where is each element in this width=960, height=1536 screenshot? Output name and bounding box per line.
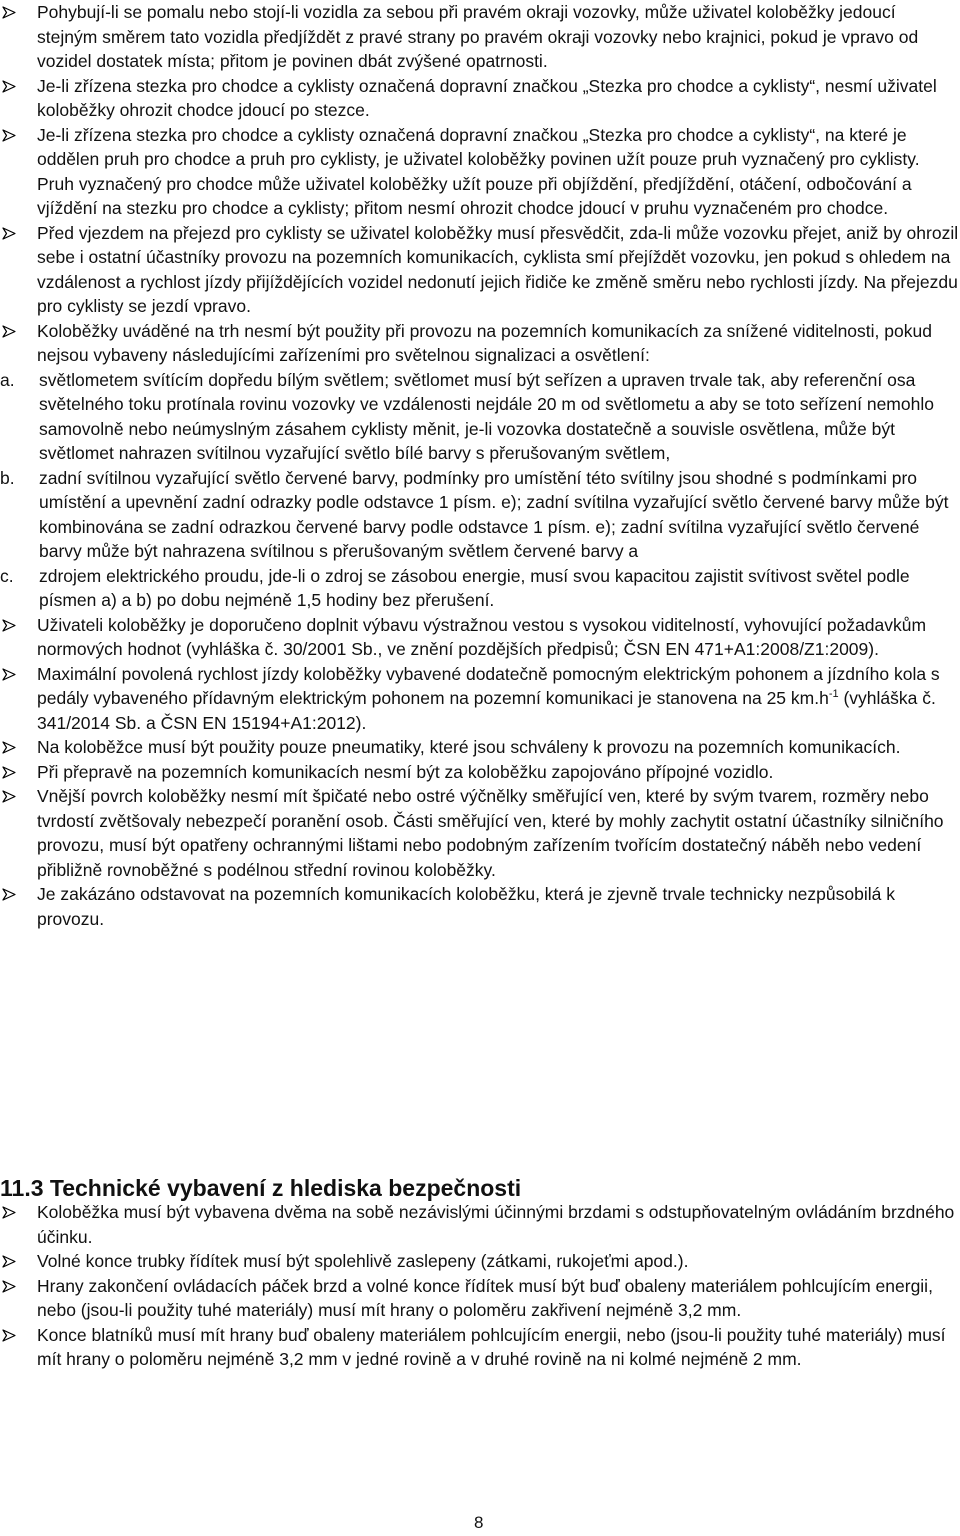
arrowhead-bullet-icon [2, 882, 18, 906]
arrowhead-bullet-icon [2, 1200, 18, 1224]
arrowhead-bullet-icon [2, 1249, 18, 1273]
arrowhead-bullet-icon [2, 123, 18, 147]
sublist-item [0, 564, 960, 613]
list-item-text: Maximální povolená rychlost jízdy koloběžky vybavené dodatečně pomocným elektrickým pohonem a jízdního kola s pedály vybaveného přídavným elektrickým pohonem na pozemní komunikaci je stanovena na 25 km.h [37, 663, 940, 708]
sublist-item-text: zdrojem elektrického proudu, jde-li o zdroj se zásobou energie, musí svou kapacitou zajistit svítivost světel podle písmen a) a b) po dobu nejméně 1,5 hodiny bez přerušení. [39, 565, 910, 610]
list-item [0, 882, 960, 931]
sublist-item-text: světlometem svítícím dopředu bílým světlem; světlomet musí být seřízen a upraven trvale tak, aby referenční osa světelného toku protínala rovinu vozovky ve vzdálenosti nejdále 20 m od světlometu a aby se toto seřízení nemohlo samovolně nebo neúmyslným zásahem cyklisty měnit, je-li vozovka dostatečně a souvisle osvětlena, může být světlomet nahrazen svítilnou vyzařující světlo bílé barvy s přerušovaným světlem, [39, 369, 934, 463]
page-number: 8 [474, 1513, 484, 1532]
sublist-item [0, 368, 960, 466]
list-item [0, 735, 960, 760]
list-item [0, 221, 960, 319]
lighting-requirements-sublist [0, 368, 960, 613]
list-item-text: Uživateli koloběžky je doporučeno doplnit výbavu výstražnou vestou s vysokou viditelností, vyhovující požadavkům normových hodnot (vyhláška č. 30/2001 Sb., ve znění pozdějších předpisů; ČSN EN 471+A1:2008/Z1:2009). [37, 614, 927, 659]
list-item [0, 1323, 960, 1372]
list-item-text-suffix: (vyhláška č. 341/2014 Sb. a ČSN EN 15194+A1:2012). [37, 688, 936, 733]
arrowhead-bullet-icon [2, 1274, 18, 1298]
list-item [0, 760, 960, 785]
list-item-text: Je-li zřízena stezka pro chodce a cyklisty označená dopravní značkou „Stezka pro chodce a cyklisty“, nesmí uživatel koloběžky ohrozit chodce jdoucí po stezce. [37, 75, 937, 120]
list-item-text: Před vjezdem na přejezd pro cyklisty se uživatel koloběžky musí přesvědčit, zda-li může vozovku přejet, aniž by ohrozil sebe i ostatní účastníky provozu na pozemních komunikacích, cyklista smí přejíždět vozovku, jen pokud s ohledem na vzdálenost a rychlost jízdy přijíždějících vozidel nedonutí jejich řidiče ke změně směru nebo rychlosti jízdy. Na přejezdu pro cyklisty se jezdí vpravo. [37, 222, 959, 316]
superscript-exponent: -1 [828, 688, 839, 701]
list-item-text: Koloběžka musí být vybavena dvěma na sobě nezávislými účinnými brzdami s odstupňovatelným ovládáním brzdného účinku. [37, 1202, 955, 1247]
arrowhead-bullet-icon [2, 319, 18, 343]
list-item-text: Volné konce trubky řídítek musí být spolehlivě zaslepeny (zátkami, rukojeťmi apod.). [37, 1251, 689, 1271]
arrowhead-bullet-icon [2, 74, 18, 98]
list-item-text: Hrany zakončení ovládacích páček brzd a volné konce řídítek musí být buď obaleny materiálem pohlcujícím energii, nebo (jsou-li použity tuhé materiály) musí mít hrany o poloměru zakřivení nejméně 3,2 mm. [37, 1275, 933, 1320]
sublist-item [0, 466, 960, 564]
sublist-marker: b. [0, 467, 15, 488]
list-item-text: Na koloběžce musí být použity pouze pneumatiky, které jsou schváleny k provozu na pozemních komunikacích. [37, 737, 901, 757]
list-item [0, 613, 960, 662]
list-item-text: Koloběžky uváděné na trh nesmí být použity při provozu na pozemních komunikacích za snížené viditelnosti, pokud nejsou vybaveny následujícími zařízeními pro světelnou signalizaci a osvětlení: [37, 320, 932, 365]
list-item [0, 319, 960, 613]
list-item [0, 784, 960, 882]
list-item [0, 662, 960, 736]
arrowhead-bullet-icon [2, 735, 18, 759]
arrowhead-bullet-icon [2, 784, 18, 808]
sublist-marker: c. [0, 565, 14, 586]
arrowhead-bullet-icon [2, 221, 18, 245]
list-item [0, 0, 960, 74]
list-item [0, 1200, 960, 1249]
arrowhead-bullet-icon [2, 1323, 18, 1347]
bullet-list-technical [0, 1200, 960, 1372]
arrowhead-bullet-icon [2, 613, 18, 637]
list-item [0, 1249, 960, 1274]
list-item [0, 123, 960, 221]
list-item-text: Pohybují-li se pomalu nebo stojí-li vozidla za sebou při pravém okraji vozovky, může uživatel koloběžky jedoucí stejným směrem tato vozidla předjíždět z pravé strany po pravém okraji vozovky nebo krajnici, pokud je vpravo od vozidel dostatek místa; přitom je povinen dbát zvýšené opatrnosti. [37, 2, 919, 71]
list-item-text: Je-li zřízena stezka pro chodce a cyklisty označená dopravní značkou „Stezka pro chodce a cyklisty“, na které je oddělen pruh pro chodce a pruh pro cyklisty, je uživatel koloběžky povinen užít pouze pruh vyznačený pro cyklisty. Pruh vyznačený pro chodce může uživatel koloběžky užít pouze při objíždění, předjíždění, otáčení, odbočování a vjíždění na stezku pro chodce a cyklisty; přitom nesmí ohrozit chodce jdoucí v pruhu vyznačeném pro chodce. [37, 124, 920, 218]
section-heading: 11.3 Technické vybavení z hlediska bezpečnosti [0, 1175, 522, 1201]
sublist-item-text: zadní svítilnou vyzařující světlo červené barvy, podmínky pro umístění této svítilny jsou shodné s podmínkami pro umístění a upevnění zadní odrazky podle odstavce 1 písm. e); zadní svítilna vyzařující světlo červené barvy může být kombinována se zadní odrazkou červené barvy podle odstavce 1 písm. e); zadní svítilna vyzařující světlo červené barvy může být nahrazena svítilnou s přerušovaným světlem červené barvy a [39, 467, 949, 561]
sublist-marker: a. [0, 369, 15, 390]
arrowhead-bullet-icon [2, 760, 18, 784]
arrowhead-bullet-icon [2, 662, 18, 686]
list-item-text: Konce blatníků musí mít hrany buď obaleny materiálem pohlcujícím energii, nebo (jsou-li použity tuhé materiály) musí mít hrany o poloměru nejméně 3,2 mm v jedné rovině a v druhé rovině na ni kolmé nejméně 2 mm. [37, 1324, 946, 1369]
list-item [0, 1274, 960, 1323]
list-item-text: Vnější povrch koloběžky nesmí mít špičaté nebo ostré výčnělky směřující ven, které by svým tvarem, rozměry nebo tvrdostí zvětšovaly nebezpečí poranění osob. Části směřující ven, které by mohly zachytit ostatní účastníky silničního provozu, musí být opatřeny ochrannými lištami nebo podobným zařízením tvořícím dostatečný náběh nebo vedení přibližně rovnoběžné s podélnou střední rovinou koloběžky. [37, 786, 944, 880]
arrowhead-bullet-icon [2, 0, 18, 24]
list-item-text: Při přepravě na pozemních komunikacích nesmí být za koloběžku zapojováno přípojné vozidlo. [37, 761, 774, 782]
list-item-text: Je zakázáno odstavovat na pozemních komunikacích koloběžku, která je zjevně trvale technicky nezpůsobilá k provozu. [37, 884, 895, 929]
list-item [0, 74, 960, 123]
